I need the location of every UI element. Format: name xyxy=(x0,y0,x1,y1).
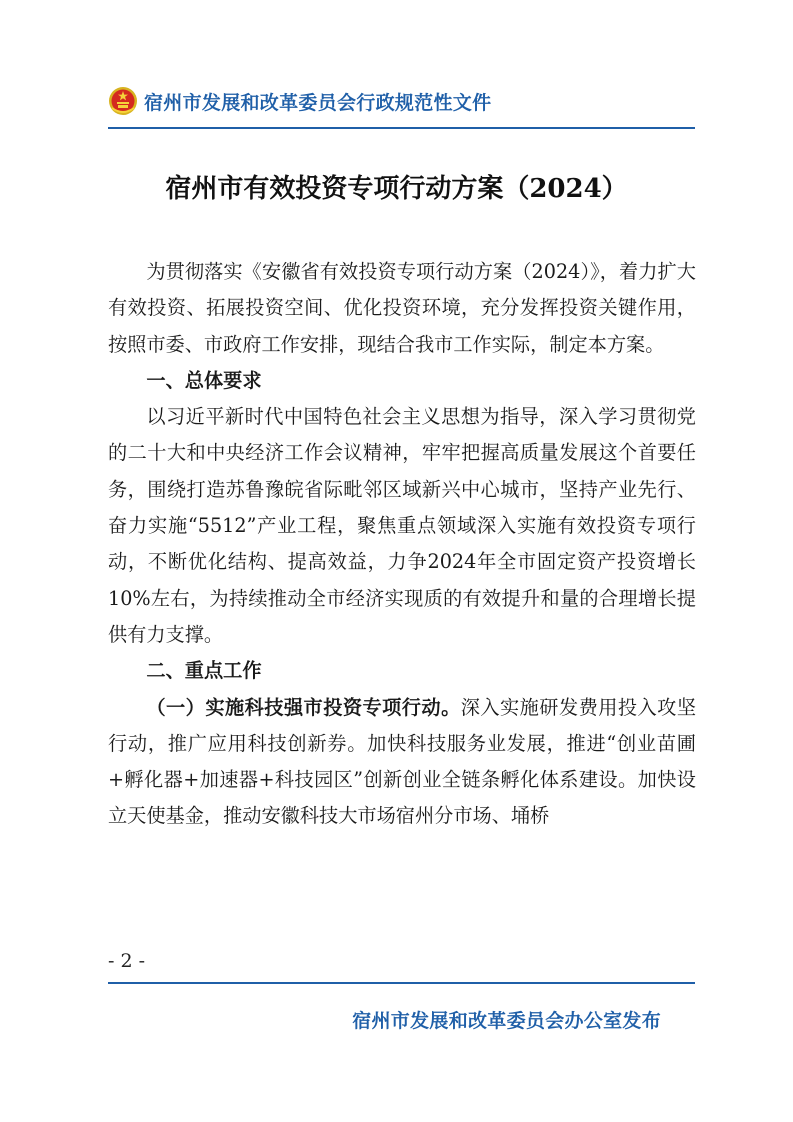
national-emblem-icon xyxy=(108,86,138,116)
general-requirements-paragraph: 以习近平新时代中国特色社会主义思想为指导，深入学习贯彻党的二十大和中央经济工作会议精神，牢牢把握高质量发展这个首要任务，围绕打造苏鲁豫皖省际毗邻区域新兴中心城市，坚持产业先行、奋力实施“5512”产业工程，聚焦重点领域深入实施有效投资专项行动，不断优化结构、提高效益，力争2024年全市固定资产投资增长10%左右，为持续推动全市经济实现质的有效提升和量的合理增长提供有力支撑。 xyxy=(108,405,696,646)
item-1-heading: （一）实施科技强市投资专项行动。 xyxy=(146,695,461,719)
document-header xyxy=(108,84,491,118)
document-body xyxy=(108,254,696,835)
footer-divider xyxy=(108,982,695,984)
section-heading-key-work: 二、重点工作 xyxy=(146,659,262,683)
section-heading-general-requirements: 一、总体要求 xyxy=(146,368,262,392)
intro-paragraph: 为贯彻落实《安徽省有效投资专项行动方案（2024）》，着力扩大有效投资、拓展投资空间、优化投资环境，充分发挥投资关键作用，按照市委、市政府工作安排，现结合我市工作实际，制定本方案。 xyxy=(108,260,696,356)
header-divider xyxy=(108,127,695,129)
footer-publisher: 宿州市发展和改革委员会办公室发布 xyxy=(352,1010,661,1032)
item-1-body: 深入实施研发费用投入攻坚行动，推广应用科技创新券。加快科技服务业发展，推进“创业苗圃+孵化器+加速器+科技园区”创新创业全链条孵化体系建设。加快设立天使基金，推动安徽科技大市场宿州分市场、埇桥 xyxy=(108,695,697,828)
page-number: - 2 - xyxy=(108,950,146,972)
key-work-item-1 xyxy=(108,690,696,835)
document-title: 宿州市有效投资专项行动方案（2024） xyxy=(165,174,628,204)
header-title: 宿州市发展和改革委员会行政规范性文件 xyxy=(144,91,492,114)
